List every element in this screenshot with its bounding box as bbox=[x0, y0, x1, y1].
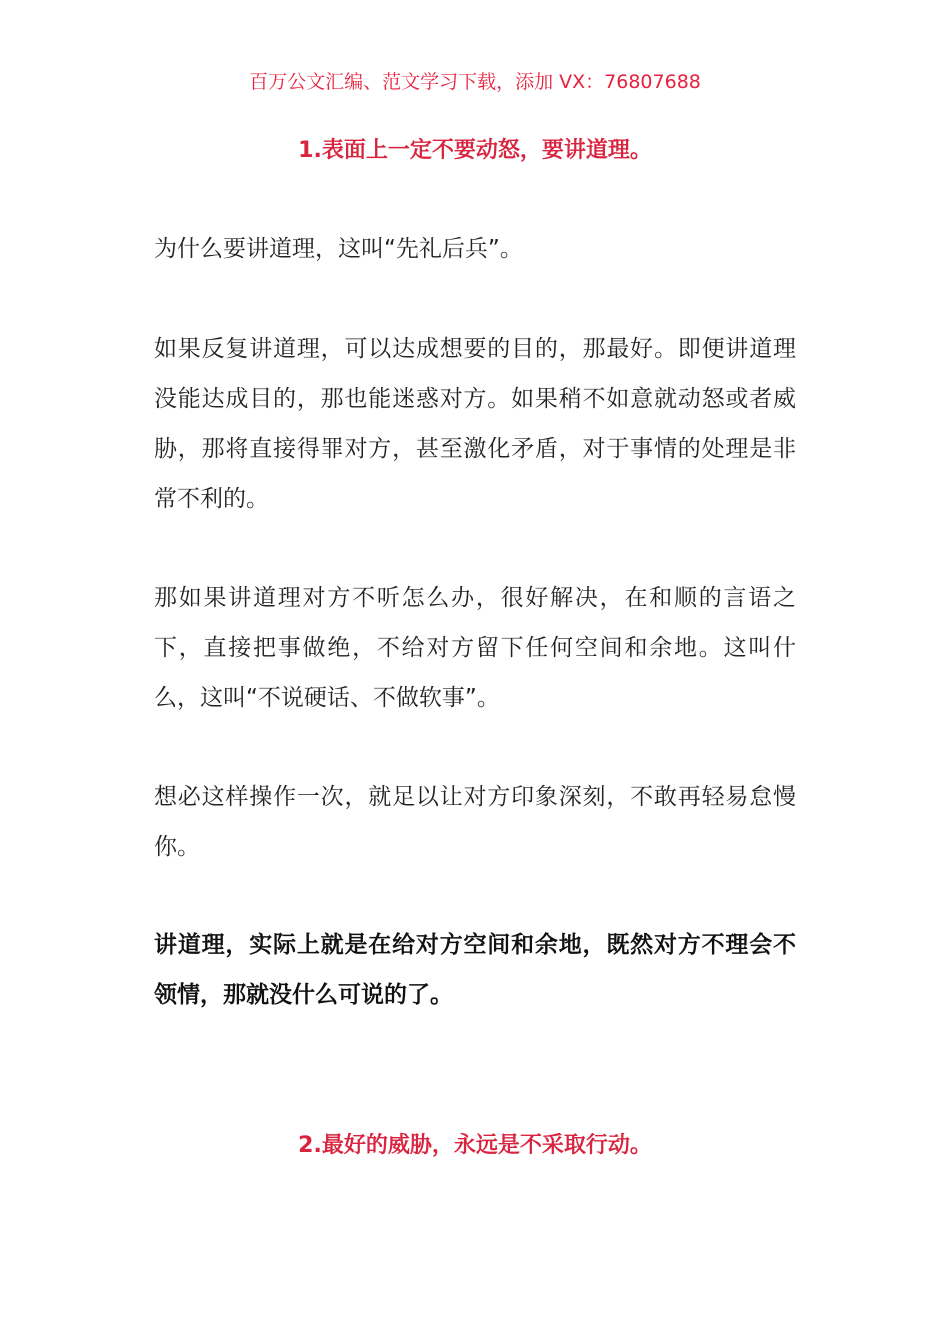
paragraph-2: 如果反复讲道理，可以达成想要的目的，那最好。即便讲道理没能达成目的，那也能迷惑对方。如果稍不如意就动怒或者威胁，那将直接得罪对方，甚至激化矛盾，对于事情的处理是非常不利的。 bbox=[154, 336, 796, 512]
summary-paragraph: 讲道理，实际上就是在给对方空间和余地，既然对方不理会不领情，那就没什么可说的了。 bbox=[154, 932, 796, 1008]
paragraph-4: 想必这样操作一次，就足以让对方印象深刻，不敢再轻易怠慢你。 bbox=[154, 784, 796, 860]
paragraph-3: 那如果讲道理对方不听怎么办，很好解决，在和顺的言语之下，直接把事做绝，不给对方留下任何空间和余地。这叫什么，这叫“不说硬话、不做软事”。 bbox=[154, 585, 796, 711]
section-1-heading: 1.表面上一定不要动怒，要讲道理。 bbox=[298, 138, 652, 163]
section-2-heading: 2.最好的威胁，永远是不采取行动。 bbox=[298, 1133, 652, 1158]
paragraph-1: 为什么要讲道理，这叫“先礼后兵”。 bbox=[154, 236, 523, 262]
watermark-header: 百万公文汇编、范文学习下载，添加 VX：76807688 bbox=[249, 71, 701, 93]
